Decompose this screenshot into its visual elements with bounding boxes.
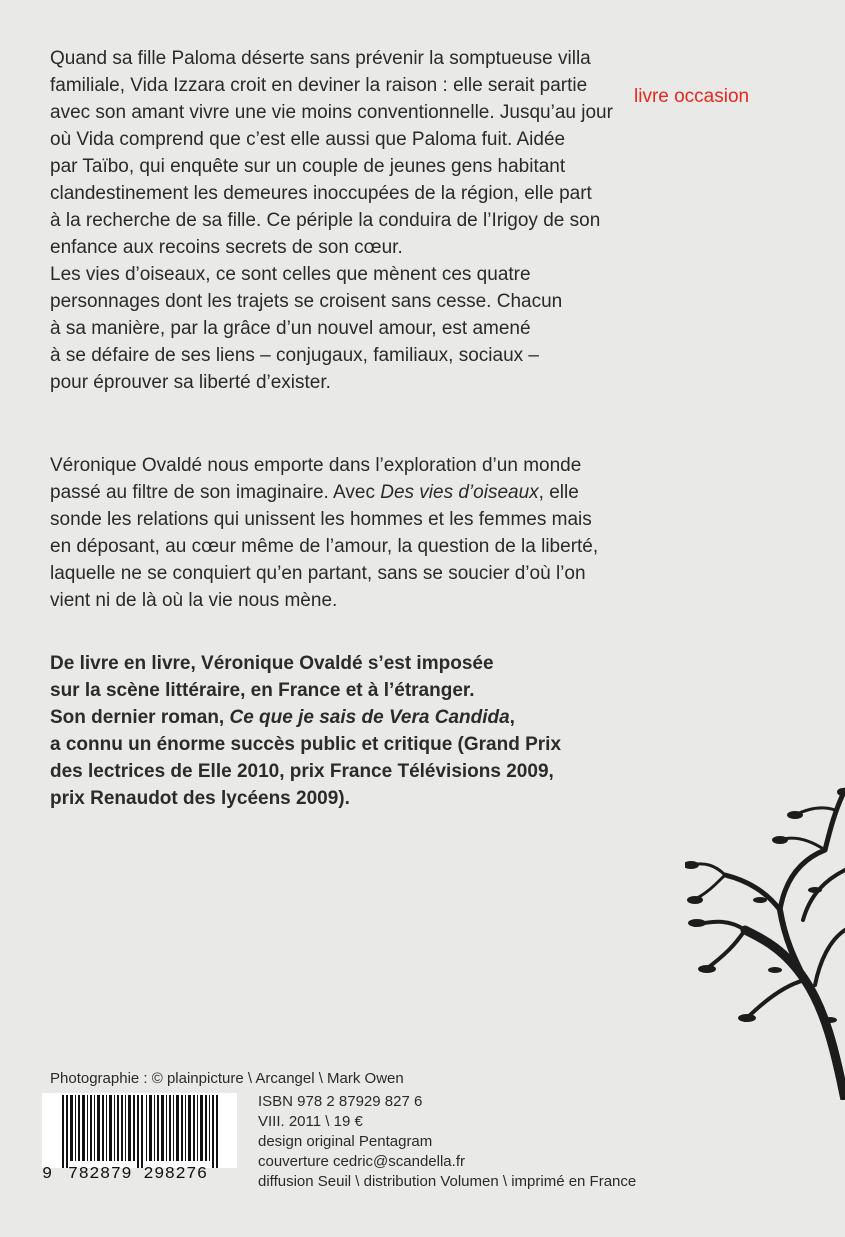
summary-line: clandestinement les demeures inoccupées de la région, elle part	[50, 183, 592, 204]
bio-line-text: Son dernier roman,	[50, 707, 230, 728]
barcode-digit-group: 298276	[143, 1165, 208, 1184]
summary-line: à se défaire de ses liens – conjugaux, familiaux, sociaux –	[50, 345, 539, 366]
bio-paragraph	[50, 650, 670, 812]
author-line: laquelle ne se conquiert qu’en partant, sans se soucier d’où l’on	[50, 563, 586, 584]
bio-line: a connu un énorme succès public et critique (Grand Prix	[50, 734, 562, 755]
author-line: vient ni de là où la vie nous mène.	[50, 590, 338, 611]
author-line: Véronique Ovaldé nous emporte dans l’exploration d’un monde	[50, 455, 582, 476]
barcode-digit-group: 782879	[67, 1165, 133, 1184]
book-title: Des vies d’oiseaux	[380, 482, 539, 503]
photo-credit: Photographie : © plainpicture \ Arcangel \ Mark Owen	[50, 1070, 404, 1087]
summary-paragraph	[50, 45, 670, 396]
design-credit-line: design original Pentagram	[258, 1133, 433, 1150]
used-book-sticker: livre occasion	[634, 86, 750, 107]
author-line	[50, 479, 670, 506]
tree-silhouette-illustration	[685, 770, 845, 1100]
summary-line: personnages dont les trajets se croisent sans cesse. Chacun	[50, 291, 563, 312]
cover-credit-line: couverture cedric@scandella.fr	[258, 1153, 465, 1170]
price-line: VIII. 2011 \ 19 €	[258, 1113, 363, 1130]
bio-line: prix Renaudot des lycéens 2009).	[50, 788, 350, 809]
bio-line-text: ,	[509, 707, 515, 728]
summary-line: à sa manière, par la grâce d’un nouvel amour, est amené	[50, 318, 531, 339]
summary-line: par Taïbo, qui enquête sur un couple de jeunes gens habitant	[50, 156, 566, 177]
isbn-barcode	[42, 1093, 237, 1188]
bio-line: De livre en livre, Véronique Ovaldé s’est imposée	[50, 653, 494, 674]
summary-line: enfance aux recoins secrets de son cœur.	[50, 237, 403, 258]
isbn-line: ISBN 978 2 87929 827 6	[258, 1093, 423, 1110]
summary-line: pour éprouver sa liberté d’exister.	[50, 372, 331, 393]
summary-line: Les vies d’oiseaux, ce sont celles que mènent ces quatre	[50, 264, 531, 285]
barcode-bars	[42, 1093, 237, 1168]
barcode-digit-lead: 9	[42, 1165, 53, 1184]
author-line: en déposant, au cœur même de l’amour, la question de la liberté,	[50, 536, 599, 557]
bio-line: des lectrices de Elle 2010, prix France Télévisions 2009,	[50, 761, 554, 782]
author-line-text: , elle	[538, 482, 579, 503]
barcode-digits	[42, 1165, 237, 1184]
author-line: sonde les relations qui unissent les hommes et les femmes mais	[50, 509, 592, 530]
summary-line: à la recherche de sa fille. Ce périple la conduira de l’Irigoy de son	[50, 210, 601, 231]
bio-line: sur la scène littéraire, en France et à l’étranger.	[50, 680, 475, 701]
distribution-line: diffusion Seuil \ distribution Volumen \ imprimé en France	[258, 1173, 637, 1190]
bio-line	[50, 704, 670, 731]
previous-novel-title: Ce que je sais de Vera Candida	[229, 707, 510, 728]
publisher-imprint	[258, 1092, 636, 1192]
summary-line: familiale, Vida Izzara croit en deviner la raison : elle serait partie	[50, 75, 588, 96]
author-paragraph	[50, 452, 670, 614]
summary-line: Quand sa fille Paloma déserte sans prévenir la somptueuse villa	[50, 48, 591, 69]
summary-line: où Vida comprend que c’est elle aussi que Paloma fuit. Aidée	[50, 129, 566, 150]
summary-line: avec son amant vivre une vie moins conventionnelle. Jusqu’au jour	[50, 102, 613, 123]
author-line-text: passé au filtre de son imaginaire. Avec	[50, 482, 381, 503]
